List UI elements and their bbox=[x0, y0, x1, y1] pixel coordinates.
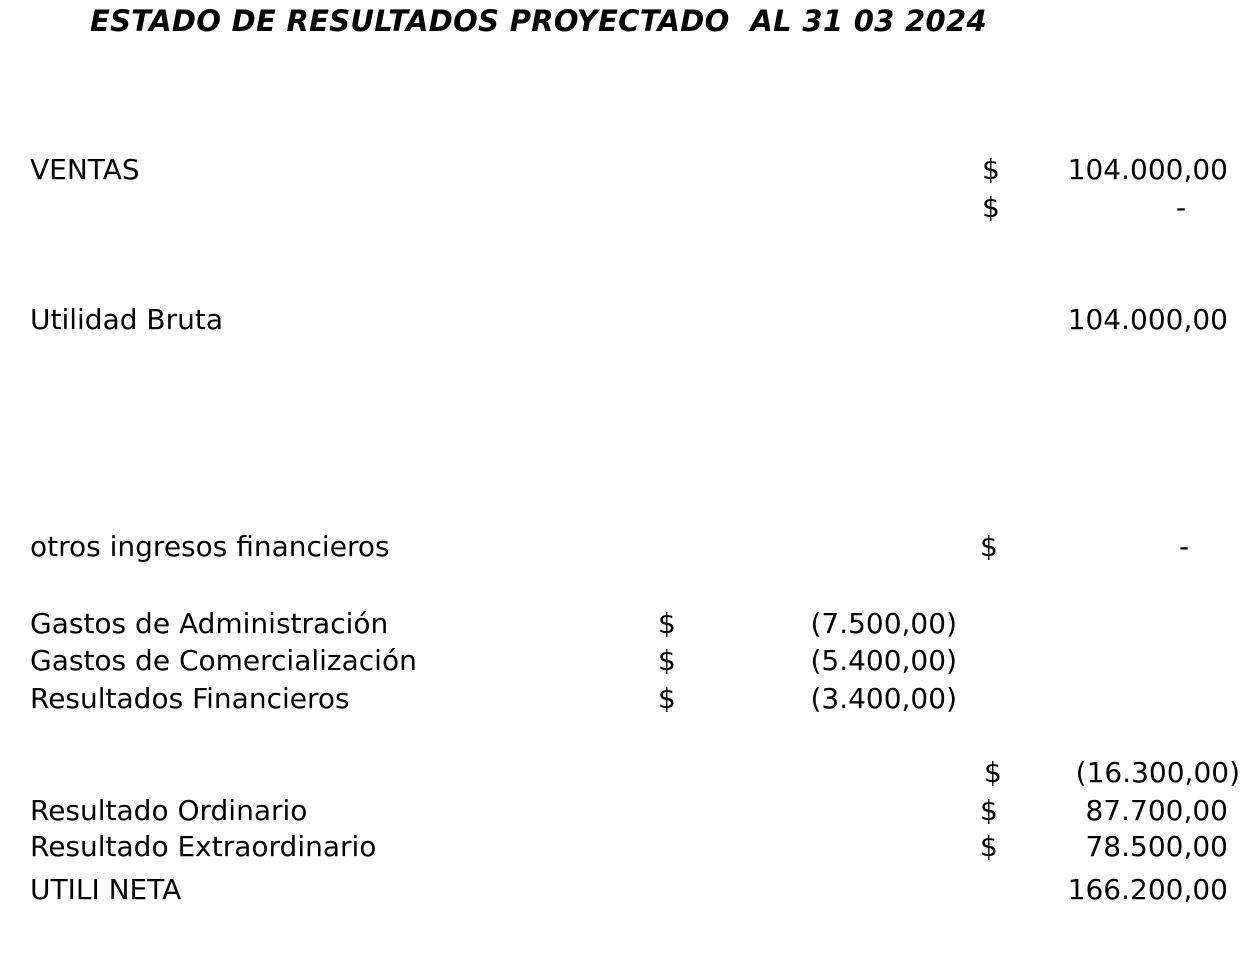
ventas-amount: 104.000,00 bbox=[1067, 153, 1228, 186]
gastos-comerc-amount: (5.400,00) bbox=[810, 644, 957, 677]
resultado-extraordinario-amount: 78.500,00 bbox=[1085, 830, 1228, 863]
ventas-label: VENTAS bbox=[30, 153, 140, 186]
resultado-ordinario-currency: $ bbox=[980, 794, 998, 827]
otros-ingresos-label: otros ingresos financieros bbox=[30, 530, 390, 563]
total-gastos-amount: (16.300,00) bbox=[1075, 756, 1240, 789]
resultado-ordinario-label: Resultado Ordinario bbox=[30, 794, 308, 827]
result-financieros-amount: (3.400,00) bbox=[810, 682, 957, 715]
result-financieros-label: Resultados Financieros bbox=[30, 682, 350, 715]
costo-currency: $ bbox=[982, 191, 1000, 224]
result-financieros-currency: $ bbox=[658, 682, 676, 715]
resultado-extraordinario-label: Resultado Extraordinario bbox=[30, 830, 377, 863]
utilidad-neta-label: UTILI NETA bbox=[30, 873, 182, 906]
utilidad-neta-amount: 166.200,00 bbox=[1067, 873, 1228, 906]
gastos-comerc-label: Gastos de Comercialización bbox=[30, 644, 417, 677]
utilidad-bruta-amount: 104.000,00 bbox=[1067, 303, 1228, 336]
resultado-ordinario-amount: 87.700,00 bbox=[1085, 794, 1228, 827]
gastos-admin-amount: (7.500,00) bbox=[810, 607, 957, 640]
utilidad-bruta-label: Utilidad Bruta bbox=[30, 303, 224, 336]
gastos-admin-label: Gastos de Administración bbox=[30, 607, 389, 640]
gastos-admin-currency: $ bbox=[658, 607, 676, 640]
otros-ingresos-amount: - bbox=[1179, 530, 1190, 563]
total-gastos-currency: $ bbox=[984, 756, 1002, 789]
page-title: ESTADO DE RESULTADOS PROYECTADO AL 31 03 2024 bbox=[90, 4, 987, 38]
costo-amount: - bbox=[1176, 191, 1187, 224]
gastos-comerc-currency: $ bbox=[658, 644, 676, 677]
otros-ingresos-currency: $ bbox=[980, 530, 998, 563]
resultado-extraordinario-currency: $ bbox=[980, 830, 998, 863]
ventas-currency: $ bbox=[982, 153, 1000, 186]
